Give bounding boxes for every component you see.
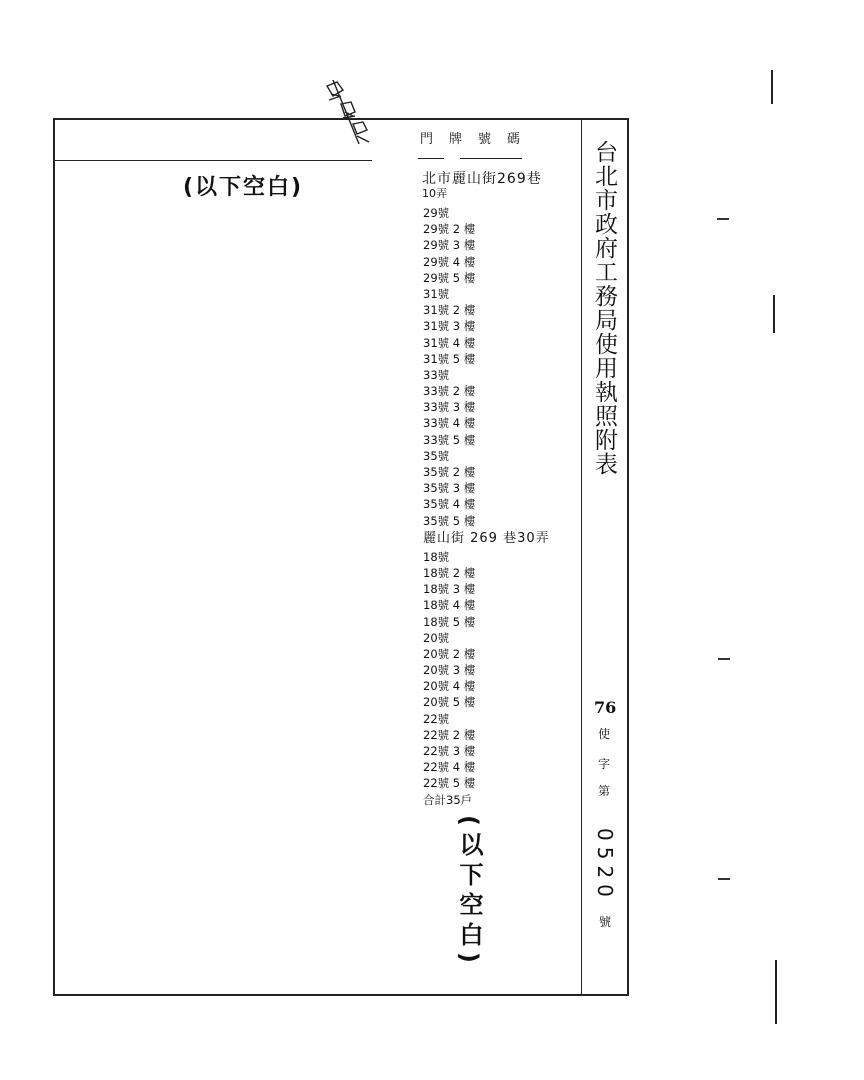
- list-item: 33號 4 樓: [423, 416, 476, 431]
- doc-char-use: 使: [598, 727, 611, 741]
- list-item: 18號: [423, 549, 450, 564]
- address-heading: 北市麗山街269巷: [422, 171, 542, 187]
- list-item: 35號: [423, 448, 450, 463]
- list-item: 18號 2 樓: [423, 565, 476, 580]
- left-rule: [55, 160, 372, 161]
- scan-tick: [718, 658, 730, 660]
- list-item: 29號: [423, 206, 450, 220]
- scan-tick: [717, 218, 729, 220]
- list-item: 18號 5 樓: [423, 614, 476, 629]
- blank-marker-vertical: (以下空白): [455, 815, 483, 969]
- second-street-heading: 麗山街 269 巷30弄: [423, 530, 550, 546]
- column-header: 門牌號碼: [420, 132, 537, 147]
- doc-char-word: 字: [598, 757, 611, 771]
- list-item: 31號 4 樓: [423, 335, 476, 350]
- list-item: 33號 2 樓: [423, 384, 476, 399]
- list-item: 31號: [423, 286, 450, 301]
- list-item: 20號 2 樓: [423, 646, 476, 661]
- document-title: 台北市政府工務局使用執照附表: [591, 140, 617, 476]
- list-item: 33號 3 樓: [423, 400, 476, 415]
- list-item: 29號 2 樓: [423, 222, 476, 237]
- list-item: 22號 4 樓: [423, 760, 476, 775]
- list-item: 22號 3 樓: [423, 744, 476, 758]
- list-item: 33號 5 樓: [423, 432, 476, 447]
- list-item: 22號: [423, 711, 450, 726]
- list-item: 20號 5 樓: [423, 695, 476, 710]
- list-item: 33號: [423, 367, 450, 382]
- list-item: 35號 4 樓: [423, 497, 476, 512]
- list-item: 20號 3 樓: [423, 663, 476, 678]
- list-item: 20號 4 樓: [423, 679, 476, 694]
- blank-marker-left: (以下空白): [183, 175, 304, 200]
- doc-year: 76: [594, 698, 617, 717]
- list-item: 22號 5 樓: [423, 776, 476, 791]
- list-item: 29號 4 樓: [423, 254, 476, 269]
- list-item: 35號 2 樓: [423, 465, 476, 479]
- list-item: 29號 5 樓: [423, 270, 476, 285]
- doc-char-number-prefix: 第: [598, 784, 611, 798]
- total-line: 合計35戶: [423, 792, 473, 807]
- address-heading-cont: 10弄: [422, 187, 447, 200]
- scan-edge-mark: [773, 295, 775, 333]
- header-underline: [460, 158, 522, 159]
- header-underline: [418, 158, 444, 159]
- list-item: 35號 3 樓: [423, 481, 476, 496]
- list-item: 31號 5 樓: [423, 351, 476, 366]
- scan-edge-mark: [771, 70, 773, 104]
- list-item: 18號 3 樓: [423, 582, 476, 597]
- doc-char-suffix: 號: [599, 915, 612, 929]
- list-item: 18號 4 樓: [423, 598, 476, 613]
- scan-tick: [718, 878, 730, 880]
- list-item: 20號: [423, 630, 450, 645]
- doc-number: 0520: [593, 828, 617, 903]
- list-item: 29號 3 樓: [423, 238, 476, 253]
- address-list: [423, 205, 550, 808]
- list-item: 22號 2 樓: [423, 727, 476, 742]
- column-divider: [581, 118, 582, 996]
- scan-edge-mark: [775, 960, 777, 1024]
- list-item: 31號 3 樓: [423, 319, 476, 334]
- list-item: 31號 2 樓: [423, 303, 476, 318]
- list-item: 35號 5 樓: [423, 513, 476, 528]
